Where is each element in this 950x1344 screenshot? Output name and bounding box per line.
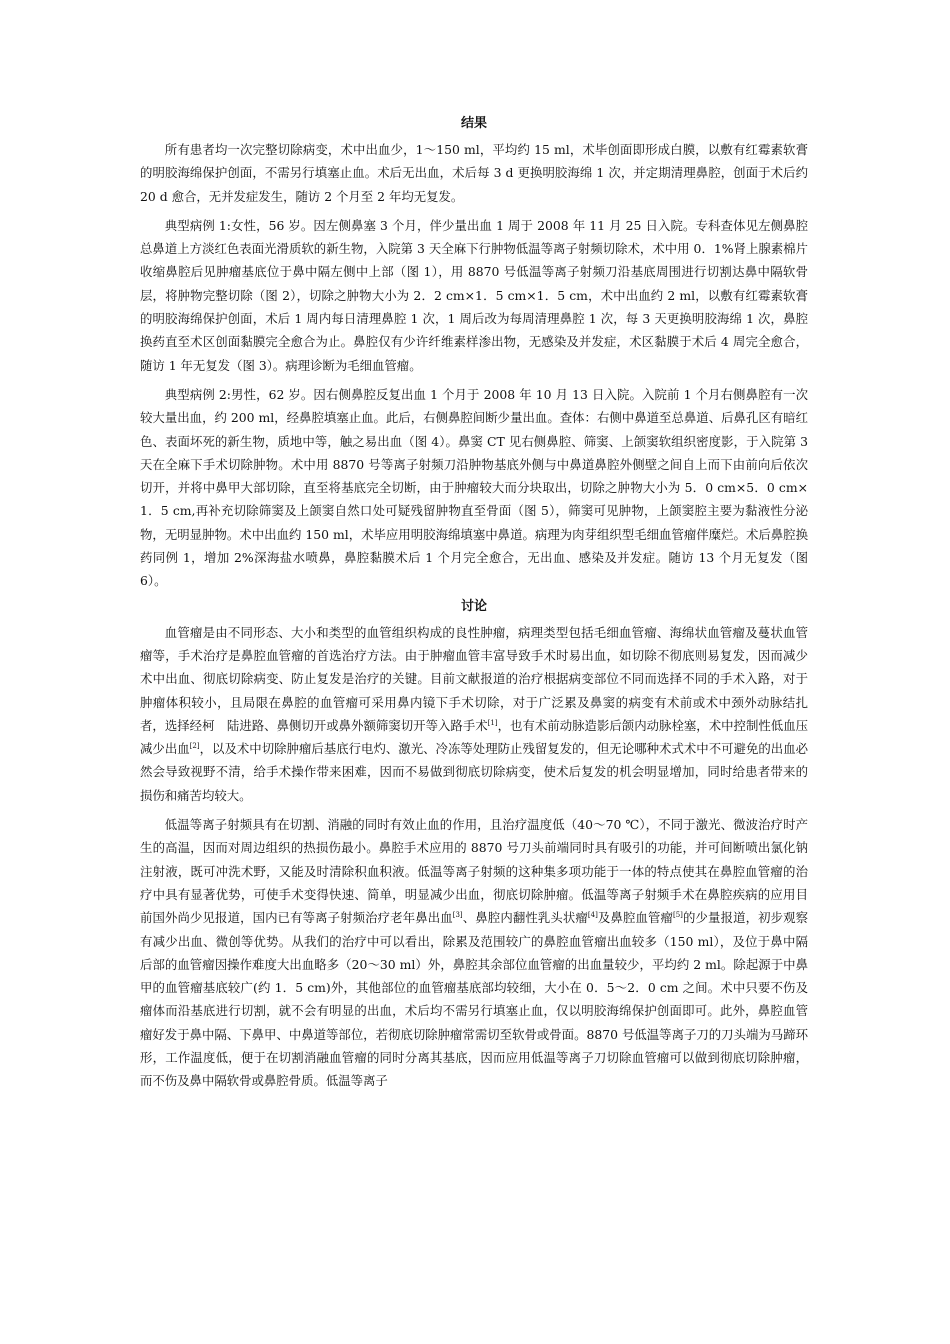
citation-4: [4]: [587, 911, 598, 920]
discussion-p1-text-a: 血管瘤是由不同形态、大小和类型的血管组织构成的良性肿瘤，病理类型包括毛细血管瘤、海绵状血管瘤及蔓状血管瘤等，手术治疗是鼻腔血管瘤的首选治疗方法。由于肿瘤血管丰富导致手术时易出血，如切除不彻底则易复发，因而减少术中出血、彻底切除病变、防止复发是治疗的关键。目前文献报道的治疗根据病变部位不同而选择不同的手术入路，对于肿瘤体积较小，且局限在鼻腔的血管瘤可采用鼻内镜下手术切除，对于广泛累及鼻窦的病变有术前或术中颈外动脉结扎者，选择经柯 陆进路、鼻侧切开或鼻外额筛窦切开等入路手术: [140, 624, 808, 733]
discussion-p1-text-c: ，以及术中切除肿瘤后基底行电灼、激光、冷冻等处理防止残留复发的，但无论哪种术式术中不可避免的出血必然会导致视野不清，给手术操作带来困难，因而不易做到彻底切除病变，使术后复发的机会明显增加，同时给患者带来的损伤和痛苦均较大。: [140, 741, 809, 803]
document-page: [140, 110, 808, 1093]
results-paragraph-1: 所有患者均一次完整切除病变，术中出血少，1～150 ml，平均约 15 ml，术毕创面即形成白膜，以敷有红霉素软膏的明胶海绵保护创面，不需另行填塞止血。术后无出血，术后每 3 d 更换明胶海绵 1 次，并定期清理鼻腔，创面于术后约 20 d 愈合，无并发症发生，随访 2 个月至 2 年均无复发。: [140, 142, 808, 204]
results-heading: 结果: [460, 116, 487, 131]
citation-1: [1]: [487, 718, 498, 727]
case-1-paragraph: 典型病例 1:女性，56 岁。因左侧鼻塞 3 个月，伴少量出血 1 周于 2008 年 11 月 25 日入院。专科查体见左侧鼻腔总鼻道上方淡红色表面光滑质软的新生物，入院第 3 天全麻下行肿物低温等离子射频切除术，术中用 0．1%肾上腺素棉片收缩鼻腔后见肿瘤基底位于鼻中隔左侧中上部（图 1），用 8870 号低温等离子射频刀沿基底周围进行切割达鼻中隔软骨层，将肿物完整切除（图 2），切除之肿物大小为 2．2 cm×1．5 cm×1．5 cm，术中出血约 2 ml，以敷有红霉素软膏的明胶海绵保护创面，术后 1 周内每日清理鼻腔 1 次，1 周后改为每周清理鼻腔 1 次，每 3 天更换明胶海绵 1 次，鼻腔换药直至术区创面黏膜完全愈合为止。鼻腔仅有少许纤维素样渗出物，无感染及并发症，术区黏膜于术后 4 周完全愈合，随访 1 年无复发（图 3）。病理诊断为毛细血管瘤。: [140, 217, 808, 373]
citation-2: [2]: [189, 742, 200, 750]
discussion-paragraph-2: [140, 813, 808, 1093]
discussion-p1-text-b: ，也有术前动脉造影后颌内动脉栓塞，术中控制性低血压减少出血: [140, 717, 809, 757]
discussion-p2-text-a: 低温等离子射频具有在切割、消融的同时有效止血的作用，且治疗温度低（40～70 ℃），不同于激光、微波治疗时产生的高温，因而对周边组织的热损伤最小。鼻腔手术应用的 8870 号刀头前端同时具有吸引的功能，并可间断喷出氯化钠注射液，既可冲洗术野，又能及时清除积血积液。低温等离子射频的这种集多项功能于一体的特点使其在鼻腔血管瘤的治疗中具有显著优势，可使手术变得快速、简单，明显减少出血，彻底切除肿瘤。低温等离子射频手术在鼻腔疾病的应用目前国外尚少见报道，国内已有等离子射频治疗老年鼻出血: [140, 817, 808, 926]
discussion-heading: 讨论: [460, 598, 487, 614]
citation-3: [3]: [452, 911, 463, 920]
discussion-p2-text-c: 及鼻腔血管瘤: [597, 910, 673, 926]
discussion-p2-text-d: 的少量报道，初步观察有减少出血、微创等优势。从我们的治疗中可以看出，除累及范围较广的鼻腔血管瘤出血较多（150 ml），及位于鼻中隔后部的血管瘤因操作难度大出血略多（20～30 ml）外，鼻腔其余部位血管瘤的出血量较少，平均约 2 ml。除起源于中鼻甲的血管瘤基底较广(约 1．5 cm)外，其他部位的血管瘤基底部均较细，大小在 0．5～2．0 cm 之间。术中只要不伤及瘤体而沿基底进行切割，就不会有明显的出血，术后均不需另行填塞止血，仅以明胶海绵保护创面即可。此外，鼻腔血管瘤好发于鼻中隔、下鼻甲、中鼻道等部位，若彻底切除肿瘤常需切至软骨或骨面。8870 号低温等离子刀的刀头端为马蹄环形，工作温度低，便于在切割消融血管瘤的同时分离其基底，因而应用低温等离子刀切除血管瘤可以做到彻底切除肿瘤，而不伤及鼻中隔软骨或鼻腔骨质。低温等离子: [140, 910, 809, 1089]
citation-5: [5]: [673, 911, 683, 920]
discussion-p2-text-b: 、鼻腔内翻性乳头状瘤: [462, 910, 588, 926]
discussion-paragraph-1: [140, 621, 808, 807]
case-2-paragraph: 典型病例 2:男性，62 岁。因右侧鼻腔反复出血 1 个月于 2008 年 10 月 13 日入院。入院前 1 个月右侧鼻腔有一次较大量出血，约 200 ml，经鼻腔填塞止血。此后，右侧鼻腔间断少量出血。查体：右侧中鼻道至总鼻道、后鼻孔区有暗红色、表面坏死的新生物，质地中等，触之易出血（图 4）。鼻窦 CT 见右侧鼻腔、筛窦、上颌窦软组织密度影，于入院第 3 天在全麻下手术切除肿物。术中用 8870 号等离子射频刀沿肿物基底外侧与中鼻道鼻腔外侧壁之间自上而下由前向后依次切开，并将中鼻甲大部切除，直至将基底完全切断，由于肿瘤较大而分块取出，切除之肿物大小为 5．0 cm×5．0 cm×1．5 cm,再补充切除筛窦及上颌窦自然口处可疑残留肿物直至骨面（图 5），筛窦可见肿物，上颌窦腔主要为黏液性分泌物，无明显肿物。术中出血约 150 ml，术毕应用明胶海绵填塞中鼻道。病理为肉芽组织型毛细血管瘤伴糜烂。术后鼻腔换药同例 1，增加 2%深海盐水喷鼻，鼻腔黏膜术后 1 个月完全愈合，无出血、感染及并发症。随访 13 个月无复发（图 6）。: [140, 386, 808, 589]
